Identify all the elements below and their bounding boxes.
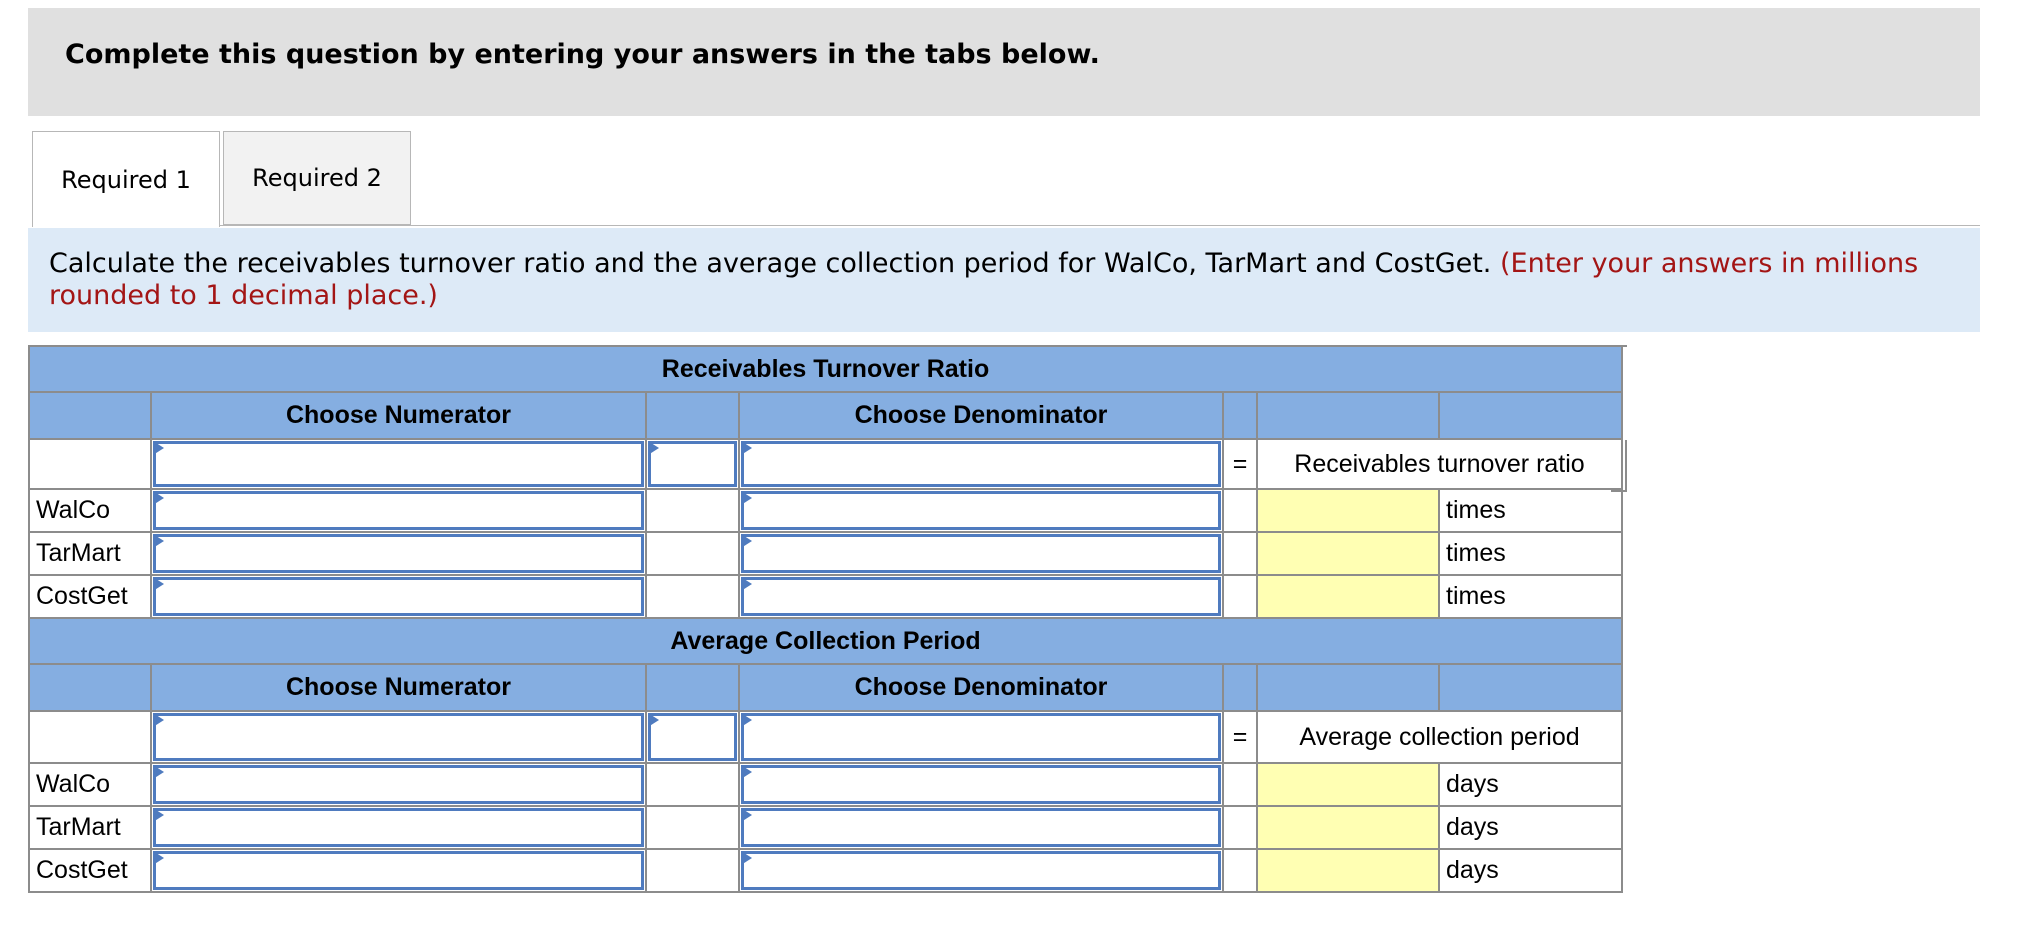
header-blank [1257,664,1439,711]
answer-cell[interactable] [1257,806,1439,849]
denominator-dropdown[interactable] [739,763,1223,806]
answer-cell[interactable] [1257,489,1439,532]
unit-label: days [1439,806,1622,849]
company-label: TarMart [29,532,151,575]
section1-denominator-dropdown[interactable] [739,439,1223,489]
dropdown-select[interactable] [741,441,1221,487]
blank-cell [646,575,739,618]
tab-divider [220,225,1980,226]
header-blank [1223,392,1257,439]
dropdown-select[interactable] [153,441,644,487]
blank-cell [1223,532,1257,575]
blank-cell [1223,763,1257,806]
section1-operator-dropdown[interactable] [646,439,739,489]
dropdown-select[interactable] [741,491,1221,530]
instructions-panel [28,228,1980,332]
header-blank [1223,664,1257,711]
label-blank [29,711,151,763]
section1-formula-row [29,439,1622,489]
dropdown-select[interactable] [648,713,737,761]
table-row [29,489,1622,532]
section2-operator-dropdown[interactable] [646,711,739,763]
header-blank [1257,392,1439,439]
section1-denominator-header: Choose Denominator [739,392,1223,439]
denominator-dropdown[interactable] [739,532,1223,575]
company-label: CostGet [29,575,151,618]
blank-cell [646,806,739,849]
company-label: WalCo [29,489,151,532]
numerator-dropdown[interactable] [151,849,646,892]
section2-result-label: Average collection period [1257,711,1622,763]
section1-header-row [29,392,1622,439]
header-blank [1439,392,1622,439]
section1-numerator-dropdown[interactable] [151,439,646,489]
label-blank [29,439,151,489]
answer-input[interactable] [1258,490,1438,531]
blank-cell [646,532,739,575]
dropdown-select[interactable] [153,851,644,890]
instructions-text: Calculate the receivables turnover ratio and the average collection period for WalCo, TarMart and CostGet. [49,248,1492,279]
header-blank [646,664,739,711]
company-label: WalCo [29,763,151,806]
section2-formula-row [29,711,1622,763]
section2-numerator-dropdown[interactable] [151,711,646,763]
dropdown-select[interactable] [153,577,644,616]
blank-cell [646,849,739,892]
section1-result-label: Receivables turnover ratio [1257,439,1622,489]
company-label: TarMart [29,806,151,849]
table-edge-line [1625,440,1627,492]
dropdown-select[interactable] [153,765,644,804]
header-blank [1439,664,1622,711]
section1-title-row [29,346,1622,392]
answer-input[interactable] [1258,576,1438,617]
section2-denominator-header: Choose Denominator [739,664,1223,711]
table-row [29,849,1622,892]
table-row [29,532,1622,575]
table-row [29,575,1622,618]
answer-cell[interactable] [1257,849,1439,892]
denominator-dropdown[interactable] [739,575,1223,618]
dropdown-select[interactable] [741,534,1221,573]
dropdown-select[interactable] [153,713,644,761]
section2-title-row [29,618,1622,664]
answer-input[interactable] [1258,807,1438,848]
answer-input[interactable] [1258,850,1438,891]
blank-cell [1223,849,1257,892]
equals-sign: = [1223,711,1257,763]
unit-label: days [1439,849,1622,892]
answer-cell[interactable] [1257,763,1439,806]
table-edge-line [1611,490,1627,492]
numerator-dropdown[interactable] [151,763,646,806]
company-label: CostGet [29,849,151,892]
numerator-dropdown[interactable] [151,532,646,575]
blank-cell [1223,575,1257,618]
numerator-dropdown[interactable] [151,575,646,618]
header-blank [29,664,151,711]
question-header [28,8,1980,116]
numerator-dropdown[interactable] [151,806,646,849]
table-edge-line [1611,345,1627,347]
answer-cell[interactable] [1257,532,1439,575]
dropdown-select[interactable] [648,441,737,487]
header-blank [646,392,739,439]
header-blank [29,392,151,439]
section2-denominator-dropdown[interactable] [739,711,1223,763]
tab-required-2[interactable]: Required 2 [223,131,411,225]
table-row [29,763,1622,806]
dropdown-select[interactable] [741,577,1221,616]
equals-sign: = [1223,439,1257,489]
numerator-dropdown[interactable] [151,489,646,532]
dropdown-select[interactable] [153,534,644,573]
dropdown-select[interactable] [153,491,644,530]
ratio-worksheet-table [28,345,1623,893]
dropdown-select[interactable] [153,808,644,847]
header-text: Complete this question by entering your answers in the tabs below. [65,39,1100,70]
section2-numerator-header: Choose Numerator [151,664,646,711]
blank-cell [646,763,739,806]
tab-required-1[interactable]: Required 1 [32,131,220,227]
table-row [29,806,1622,849]
section2-title: Average Collection Period [29,618,1622,664]
unit-label: times [1439,489,1622,532]
dropdown-select[interactable] [741,713,1221,761]
denominator-dropdown[interactable] [739,806,1223,849]
dropdown-select[interactable] [741,765,1221,804]
blank-cell [1223,489,1257,532]
answer-input[interactable] [1258,764,1438,805]
answer-cell[interactable] [1257,575,1439,618]
section2-header-row [29,664,1622,711]
unit-label: times [1439,575,1622,618]
denominator-dropdown[interactable] [739,489,1223,532]
denominator-dropdown[interactable] [739,849,1223,892]
blank-cell [646,489,739,532]
dropdown-select[interactable] [741,808,1221,847]
section1-title: Receivables Turnover Ratio [29,346,1622,392]
blank-cell [1223,806,1257,849]
dropdown-select[interactable] [741,851,1221,890]
section1-numerator-header: Choose Numerator [151,392,646,439]
unit-label: times [1439,532,1622,575]
instructions-note: (Enter your answers in millions rounded to 1 decimal place.) [49,248,1919,311]
unit-label: days [1439,763,1622,806]
answer-input[interactable] [1258,533,1438,574]
